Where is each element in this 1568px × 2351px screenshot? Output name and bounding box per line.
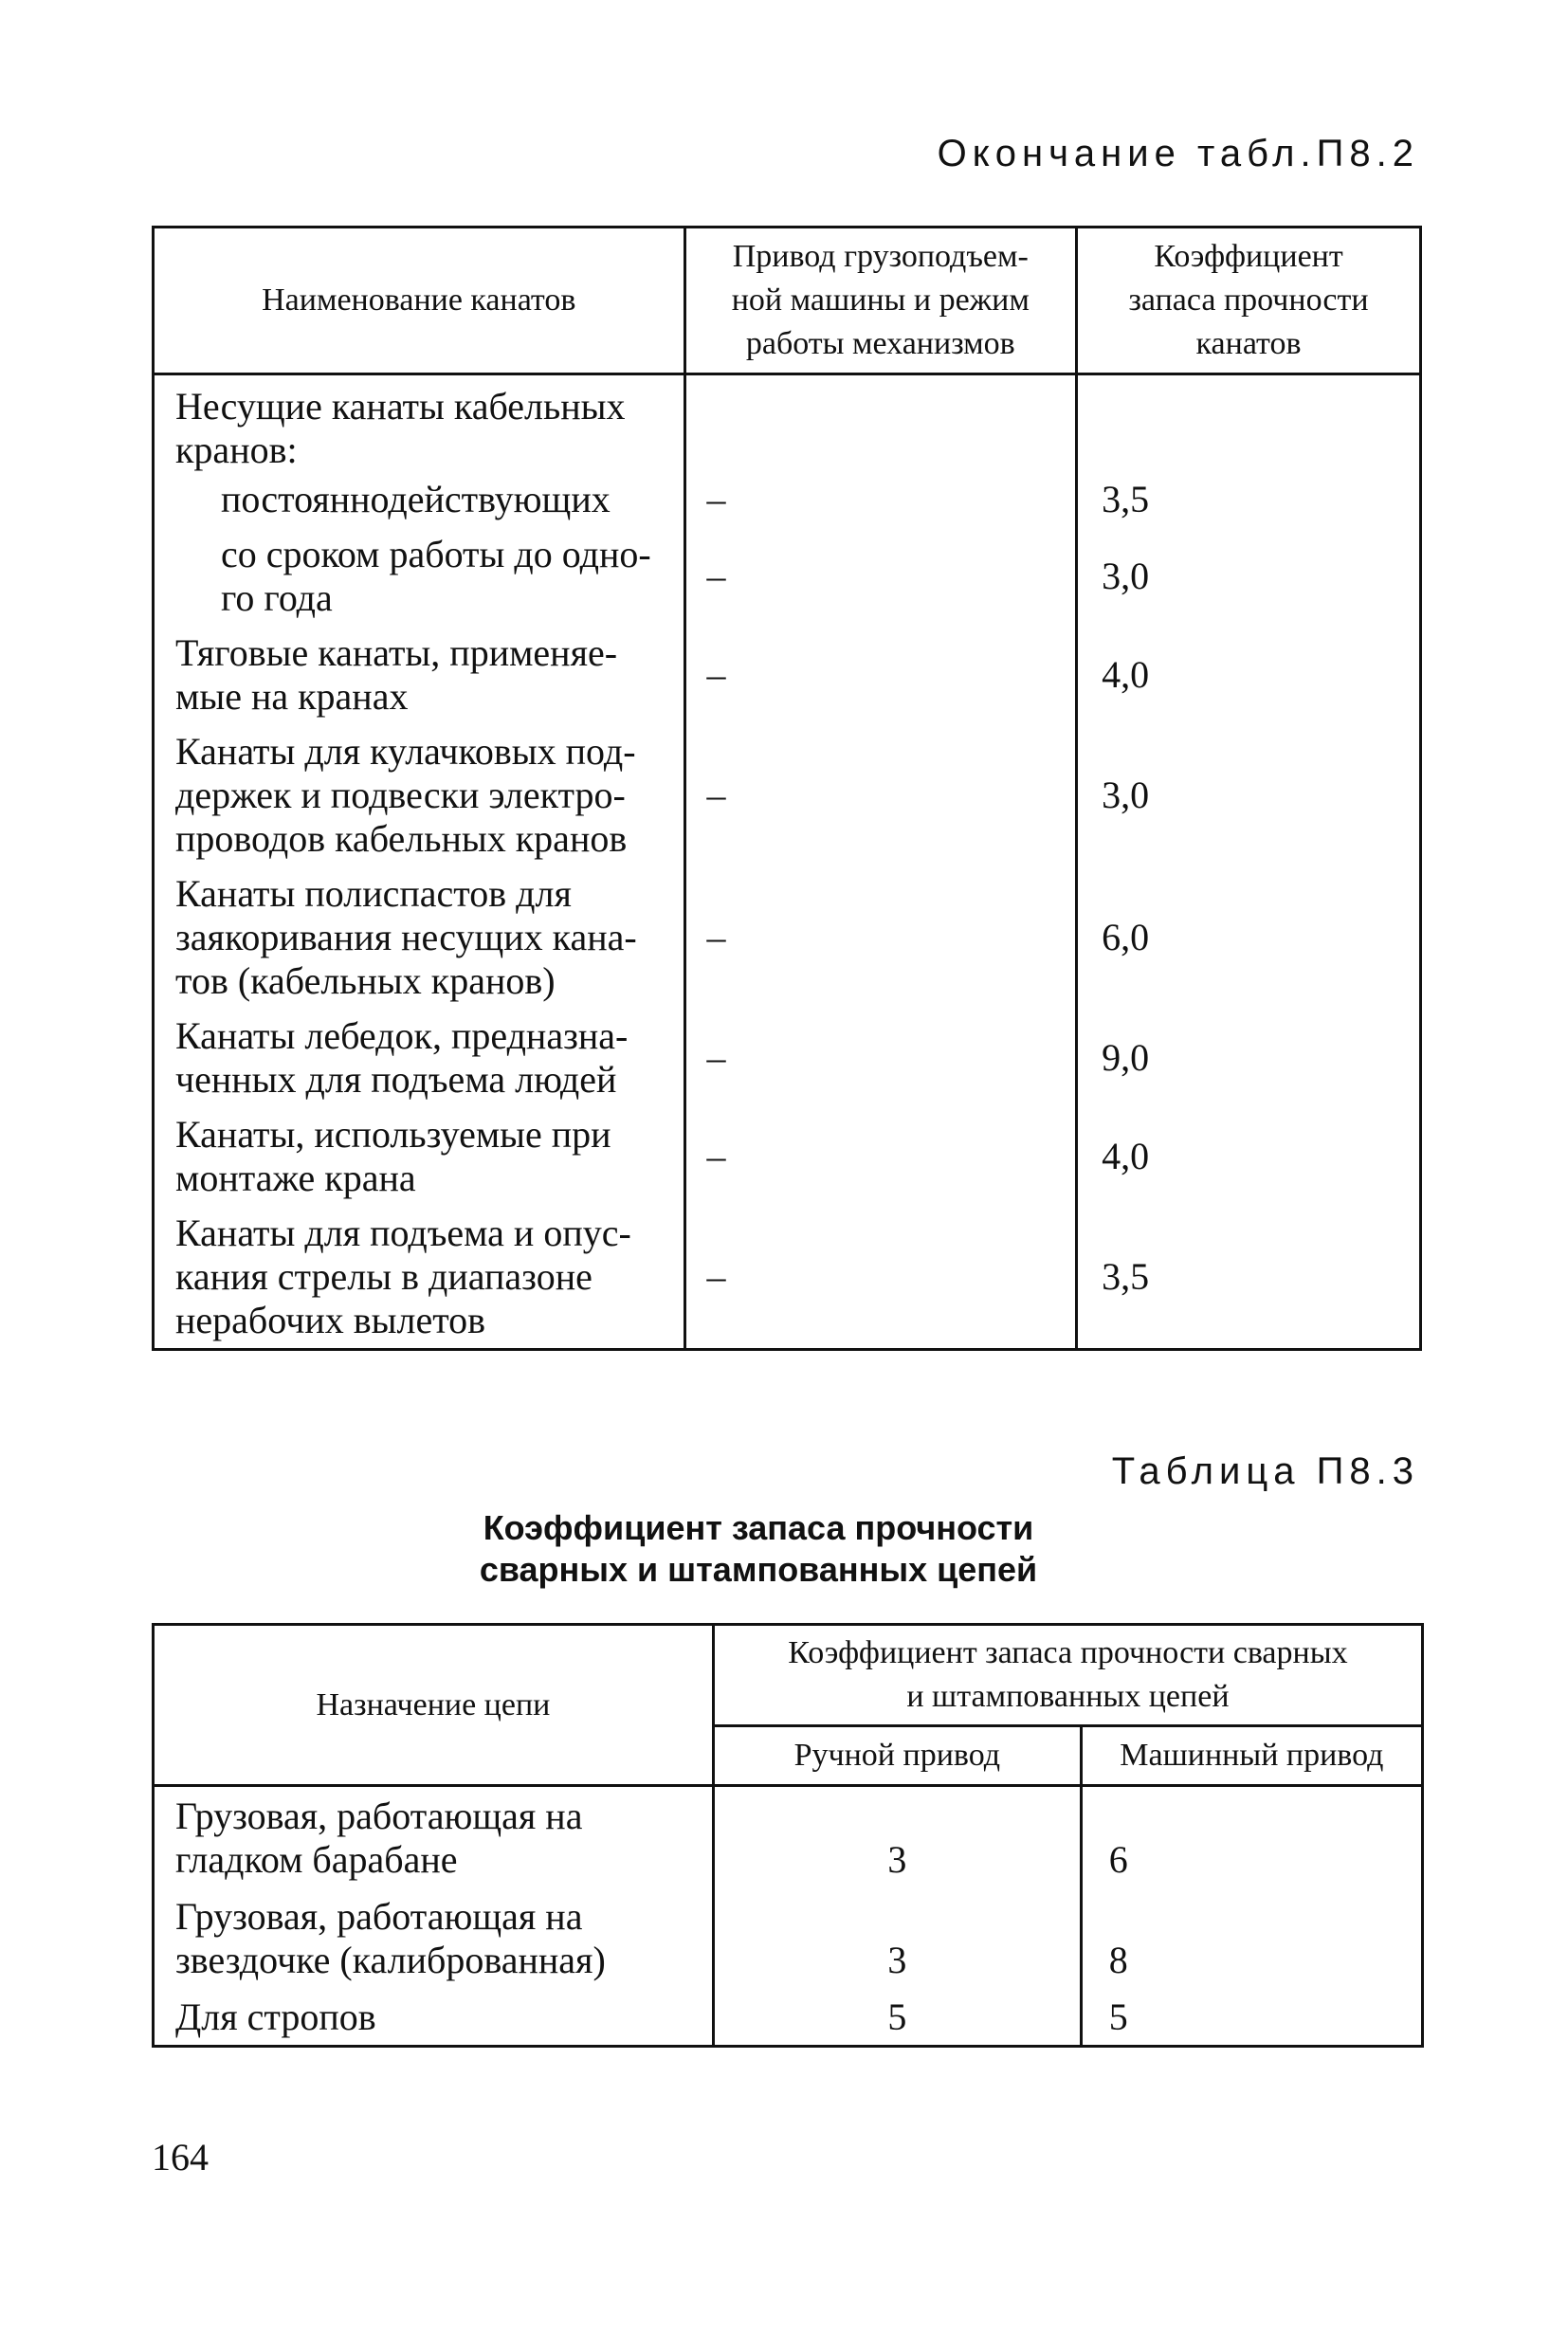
header-safety-factor <box>1077 228 1421 374</box>
table-row <box>154 1786 1423 1888</box>
chain-purpose: Для стропов <box>154 1988 714 2047</box>
table-row <box>154 1107 1421 1206</box>
machine-drive-value: 8 <box>1081 1887 1422 1988</box>
table-row <box>154 866 1421 1009</box>
rope-name: Канаты полиспастов для заякоривания несущих кана- тов (кабельных кранов) <box>154 866 685 1009</box>
table-row <box>154 1887 1423 1988</box>
table-row-group-title <box>154 374 1421 473</box>
chain-purpose: Грузовая, работающая на звездочке (калиброванная) <box>154 1887 714 1988</box>
drive-mode: – <box>684 527 1077 626</box>
safety-factor: 3,0 <box>1077 527 1421 626</box>
header-rope-name: Наименование канатов <box>154 228 685 374</box>
rope-name: Канаты лебедок, предназна- ченных для подъема людей <box>154 1009 685 1107</box>
drive-mode: – <box>684 1107 1077 1206</box>
rope-name: постояннодействующих <box>154 472 685 527</box>
drive-mode: – <box>684 472 1077 527</box>
safety-factor: 3,5 <box>1077 1206 1421 1350</box>
table-title: Коэффициент запаса прочности сварных и штампованных цепей <box>479 1508 1038 1589</box>
header-safety-factor-text: Коэффициент запаса прочности сварных и штампованных цепей <box>788 1635 1348 1714</box>
drive-mode: – <box>684 724 1077 866</box>
header-drive-mode <box>684 228 1077 374</box>
manual-drive-value: 3 <box>713 1887 1081 1988</box>
safety-factor: 3,0 <box>1077 724 1421 866</box>
rope-name: Канаты для подъема и опус- кания стрелы в диапазоне нерабочих вылетов <box>154 1206 685 1350</box>
header-safety-factor-text: Коэффициент запаса прочности канатов <box>1128 239 1369 361</box>
table-row <box>154 1206 1421 1350</box>
chain-purpose: Грузовая, работающая на гладком барабане <box>154 1786 714 1888</box>
header-chain-purpose: Назначение цепи <box>154 1625 714 1786</box>
table-row <box>154 527 1421 626</box>
table-header-row <box>154 1625 1423 1726</box>
group-title-drive-empty <box>684 374 1077 473</box>
drive-mode: – <box>684 1206 1077 1350</box>
drive-mode: – <box>684 626 1077 724</box>
safety-factor: 3,5 <box>1077 472 1421 527</box>
rope-name: Канаты, используемые при монтаже крана <box>154 1107 685 1206</box>
group-title-value-empty <box>1077 374 1421 473</box>
rope-name: Канаты для кулачковых под- держек и подвески электро- проводов кабельных кранов <box>154 724 685 866</box>
safety-factor: 4,0 <box>1077 1107 1421 1206</box>
header-manual-drive: Ручной привод <box>713 1726 1081 1786</box>
rope-name: со сроком работы до одно- го года <box>154 527 685 626</box>
header-drive-mode-text: Привод грузоподъем- ной машины и режим работы механизмов <box>731 239 1030 361</box>
header-machine-drive: Машинный привод <box>1081 1726 1422 1786</box>
table-row <box>154 472 1421 527</box>
table-caption: Таблица П8.3 <box>1111 1450 1419 1492</box>
group-title: Несущие канаты кабельных кранов: <box>154 374 685 473</box>
safety-factor: 4,0 <box>1077 626 1421 724</box>
chain-safety-factor-table <box>152 1623 1424 2048</box>
table-row <box>154 724 1421 866</box>
manual-drive-value: 3 <box>713 1786 1081 1888</box>
rope-safety-factor-table <box>152 226 1422 1351</box>
table-row <box>154 1009 1421 1107</box>
rope-name: Тяговые канаты, применяе- мые на кранах <box>154 626 685 724</box>
header-safety-factor <box>713 1625 1422 1726</box>
page-number: 164 <box>152 2136 209 2178</box>
table-header-row <box>154 228 1421 374</box>
manual-drive-value: 5 <box>713 1988 1081 2047</box>
safety-factor: 9,0 <box>1077 1009 1421 1107</box>
drive-mode: – <box>684 1009 1077 1107</box>
machine-drive-value: 5 <box>1081 1988 1422 2047</box>
table-row <box>154 626 1421 724</box>
safety-factor: 6,0 <box>1077 866 1421 1009</box>
machine-drive-value: 6 <box>1081 1786 1422 1888</box>
table-continuation-caption: Окончание табл.П8.2 <box>937 133 1419 174</box>
drive-mode: – <box>684 866 1077 1009</box>
table-row <box>154 1988 1423 2047</box>
